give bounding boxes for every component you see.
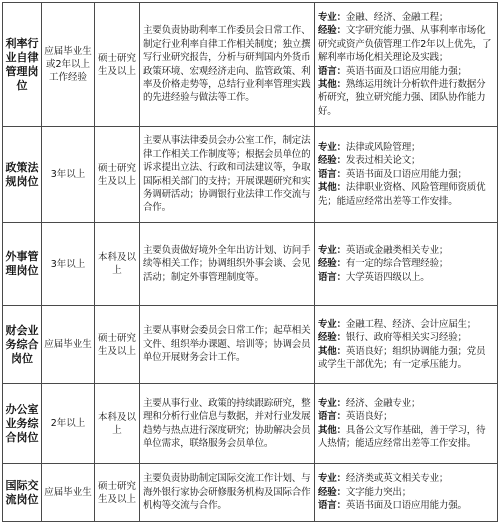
duty-cell: 主要从事财会委员会日常工作；起草相关文件、组织举办课题、培训等；协调会员单位开展财务会计工作。 (140, 306, 315, 384)
req-key: 经验： (318, 332, 346, 344)
degree-cell: 硕士研究生及以上 (95, 127, 140, 223)
req-key: 专业： (318, 141, 346, 153)
req-line (318, 24, 494, 64)
degree-cell: 硕士研究生及以上 (95, 3, 140, 127)
table-row (3, 384, 498, 464)
req-line (318, 271, 494, 284)
req-value: 发表过相关论文； (345, 155, 421, 167)
requirements-cell (315, 223, 498, 306)
req-value: 具备公文写作基础，善于学习，待人热情；能适应经常出差等工作安排。 (318, 424, 486, 449)
experience-cell: 应届毕业生 (42, 306, 95, 384)
req-key: 语言： (318, 168, 346, 180)
req-value: 银行、政府等相关实习经验； (345, 332, 467, 344)
position-name: 财会业务综合岗位 (3, 306, 42, 384)
req-key: 其他： (318, 182, 346, 194)
req-line (318, 410, 494, 423)
position-name: 办公室业务综合岗位 (3, 384, 42, 464)
req-key: 语言： (318, 65, 346, 77)
req-value: 大学英语四级以上。 (345, 271, 430, 283)
duty-cell: 主要负责做好境外全年出访计划、访问手续等相关工作；协调组织外事会谈、会见活动；制定外事管理制度等。 (140, 223, 315, 306)
req-line (318, 154, 494, 167)
job-table (2, 2, 498, 522)
req-key: 专业： (318, 473, 346, 485)
requirements-cell (315, 127, 498, 223)
req-key: 专业： (318, 11, 346, 23)
table-row (3, 306, 498, 384)
req-value: 英语良好； (345, 411, 393, 423)
req-line (318, 486, 494, 499)
requirements-cell (315, 3, 498, 127)
req-value: 经济类或英文相关专业； (345, 473, 449, 485)
req-key: 其他： (318, 345, 346, 357)
position-name: 利率行业自律管理岗位 (3, 3, 42, 127)
req-line (318, 244, 494, 257)
position-name: 外事管理岗位 (3, 223, 42, 306)
req-value: 文字能力突出； (345, 486, 412, 498)
experience-cell: 应届毕业生或2年以上工作经验 (42, 3, 95, 127)
table-row (3, 223, 498, 306)
req-key: 专业： (318, 397, 346, 409)
req-value: 英语书面及口语应用能力强； (345, 65, 467, 77)
req-value: 金融工程、经济、会计应届生； (345, 318, 477, 330)
req-value: 文字研究能力强、从事利率市场化研究或资产负债管理工作2年以上优先，了解利率市场化相关理论及实践； (318, 25, 492, 64)
table-row (3, 3, 498, 127)
experience-cell: 3年以上 (42, 223, 95, 306)
req-key: 其他： (318, 78, 346, 90)
req-line (318, 318, 494, 331)
req-value: 英语书面及口语应用能力强； (345, 168, 467, 180)
req-value: 英语或金融类相关专业； (345, 244, 449, 256)
duty-cell: 主要负责协助利率工作委员会日常工作、制定行业利率自律工作相关制度；独立撰写行业研究报告，分析与研判国内外货币政策环境、宏观经济走向、监管政策、利率及价格走势等，总结行业利率管理实践的先进经验与做法等工作。 (140, 3, 315, 127)
req-key: 专业： (318, 244, 346, 256)
req-value: 法律职业资格、风险管理师资质优先；能适应经常出差等工作安排。 (318, 182, 486, 207)
requirements-cell (315, 306, 498, 384)
req-line (318, 472, 494, 485)
req-value: 法律或风险管理； (345, 141, 421, 153)
req-key: 语言： (318, 271, 346, 283)
degree-cell: 硕士研究生及以上 (95, 464, 140, 522)
position-name: 国际交流岗位 (3, 464, 42, 522)
req-key: 语言： (318, 411, 346, 423)
experience-cell: 3年以上 (42, 127, 95, 223)
requirements-cell (315, 384, 498, 464)
table-row (3, 464, 498, 522)
req-line (318, 181, 494, 208)
degree-cell: 本科及以上 (95, 223, 140, 306)
experience-cell: 应届毕业生 (42, 464, 95, 522)
req-line (318, 11, 494, 24)
experience-cell: 2年以上 (42, 384, 95, 464)
duty-cell: 主要负责协助制定国际交流工作计划、与海外银行家协会研修服务机构及国际合作机构等交流与合作。 (140, 464, 315, 522)
req-value: 熟练运用统计分析软件进行数据分析研究，独立研究能力强、团队协作能力好。 (318, 78, 486, 117)
req-key: 语言： (318, 500, 346, 512)
req-line (318, 168, 494, 181)
requirements-cell (315, 464, 498, 522)
req-key: 经验： (318, 155, 346, 167)
req-key: 其他： (318, 424, 346, 436)
req-value: 有一定的综合管理经验； (345, 258, 449, 270)
req-line (318, 331, 494, 344)
req-value: 英语良好；组织协调能力强；党员或学生干部优先；有一定承压能力。 (318, 345, 486, 370)
position-name: 政策法规岗位 (3, 127, 42, 223)
req-line (318, 78, 494, 118)
req-line (318, 257, 494, 270)
req-line (318, 141, 494, 154)
req-key: 经验： (318, 486, 346, 498)
req-value: 英语书面及口语应用能力强。 (345, 500, 467, 512)
degree-cell: 硕士研究生及以上 (95, 306, 140, 384)
req-line (318, 397, 494, 410)
duty-cell: 主要从事法律委员会办公室工作，制定法律工作相关工作制度等；根据会员单位的诉求提出立法、行政和司法建议等，争取国际相关部门的支持；开展课题研究和实务调研活动；协调银行业法律工作交流与合作。 (140, 127, 315, 223)
degree-cell: 本科及以上 (95, 384, 140, 464)
req-line (318, 65, 494, 78)
req-line (318, 345, 494, 372)
req-line (318, 424, 494, 451)
req-key: 专业： (318, 318, 346, 330)
req-key: 经验： (318, 25, 346, 37)
req-key: 经验： (318, 258, 346, 270)
table-row (3, 127, 498, 223)
req-value: 经济、金融专业； (345, 397, 421, 409)
duty-cell: 主要从事行业、政策的持续跟踪研究，整理和分析行业信息与数据，并对行业发展趋势与热点进行深度研究；协助解决会员单位需求，联络服务会员单位。 (140, 384, 315, 464)
req-line (318, 499, 494, 512)
req-value: 金融、经济、金融工程； (345, 11, 449, 23)
